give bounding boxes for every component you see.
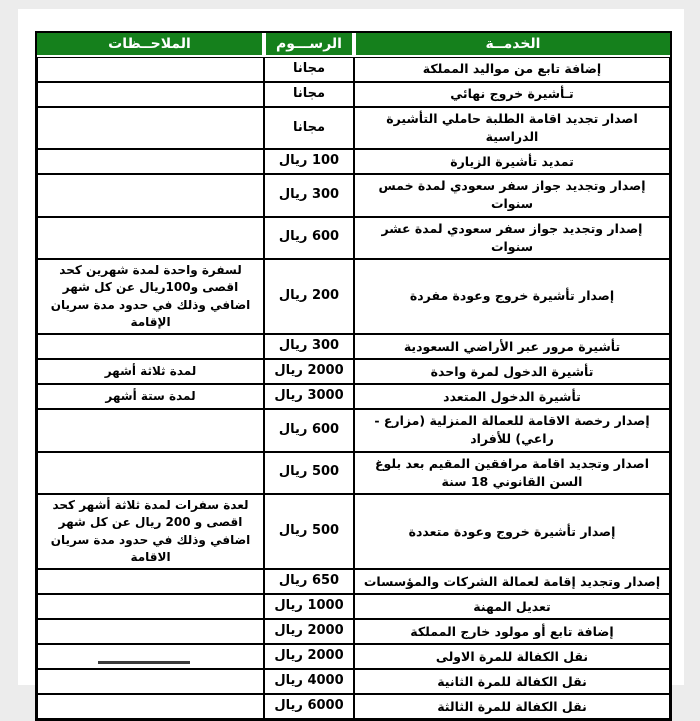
service-cell: تمديد تأشيرة الزيارة (354, 149, 670, 174)
notes-cell (37, 669, 264, 694)
service-cell: نقل الكفالة للمرة الاولى (354, 644, 670, 669)
document-page (18, 9, 684, 714)
notes-cell: لمدة ستة أشهر (37, 384, 264, 409)
table-row (37, 359, 670, 384)
service-cell: إصدار وتجديد جواز سفر سعودي لمدة عشر سنوات (354, 217, 670, 259)
fee-cell: 6000 ريال (264, 694, 354, 719)
notes-cell (37, 694, 264, 719)
notes-cell (37, 452, 264, 494)
table-row (37, 669, 670, 694)
fees-table-border (35, 31, 672, 721)
notes-cell (37, 334, 264, 359)
table-row (37, 107, 670, 149)
fees-table (37, 33, 670, 719)
notes-cell (37, 594, 264, 619)
table-row (37, 452, 670, 494)
fee-cell: 2000 ريال (264, 359, 354, 384)
service-cell: اصدار وتجديد اقامة مرافقين المقيم بعد بلوغ السن القانوني 18 سنة (354, 452, 670, 494)
service-cell: إصدار وتجديد جواز سفر سعودي لمدة خمس سنوات (354, 174, 670, 216)
notes-cell: لمدة ثلاثة أشهر (37, 359, 264, 384)
service-cell: تـأشيرة خروج نهائي (354, 82, 670, 107)
table-row (37, 334, 670, 359)
service-cell: تأشيرة الدخول المتعدد (354, 384, 670, 409)
notes-cell: لسفرة واحدة لمدة شهرين كحد اقصى و100ريال عن كل شهر اضافي وذلك في حدود مدة سريان الإقامة (37, 259, 264, 335)
service-cell: نقل الكفالة للمرة الثانية (354, 669, 670, 694)
fee-cell: مجانا (264, 107, 354, 149)
fee-cell: 2000 ريال (264, 644, 354, 669)
table-row (37, 409, 670, 451)
fee-cell: مجانا (264, 57, 354, 82)
header-row (37, 33, 670, 57)
fee-cell: 500 ريال (264, 494, 354, 570)
fee-cell: 500 ريال (264, 452, 354, 494)
notes-cell: لعدة سفرات لمدة ثلاثة أشهر كحد اقصى و 200 ريال عن كل شهر اضافي وذلك في حدود مدة سريان الاقامة (37, 494, 264, 570)
fee-cell: 300 ريال (264, 174, 354, 216)
scan-artifact-line (98, 661, 190, 664)
service-cell: إضافة تابع من مواليد المملكة (354, 57, 670, 82)
fee-cell: 200 ريال (264, 259, 354, 335)
fee-cell: 2000 ريال (264, 619, 354, 644)
table-row (37, 259, 670, 335)
table-row (37, 594, 670, 619)
notes-cell (37, 149, 264, 174)
service-cell: تعديل المهنة (354, 594, 670, 619)
notes-cell (37, 619, 264, 644)
table-row (37, 174, 670, 216)
fee-cell: 650 ريال (264, 569, 354, 594)
service-cell: إضافة تابع أو مولود خارج المملكة (354, 619, 670, 644)
fee-cell: 600 ريال (264, 217, 354, 259)
table-row (37, 694, 670, 719)
notes-cell (37, 174, 264, 216)
table-row (37, 57, 670, 82)
fee-cell: مجانا (264, 82, 354, 107)
service-cell: تأشيرة مرور عبر الأراضي السعودية (354, 334, 670, 359)
notes-cell (37, 644, 264, 669)
table-row (37, 644, 670, 669)
table-row (37, 149, 670, 174)
service-cell: إصدار تأشيرة خروج وعودة مفردة (354, 259, 670, 335)
table-row (37, 619, 670, 644)
service-cell: نقل الكفالة للمرة الثالثة (354, 694, 670, 719)
fee-cell: 600 ريال (264, 409, 354, 451)
table-row (37, 82, 670, 107)
notes-cell (37, 409, 264, 451)
service-cell: تأشيرة الدخول لمرة واحدة (354, 359, 670, 384)
service-cell: اصدار تجديد اقامة الطلبة حاملي التأشيرة الدراسية (354, 107, 670, 149)
table-row (37, 569, 670, 594)
notes-cell (37, 569, 264, 594)
notes-cell (37, 107, 264, 149)
fee-cell: 100 ريال (264, 149, 354, 174)
fee-cell: 4000 ريال (264, 669, 354, 694)
fee-cell: 1000 ريال (264, 594, 354, 619)
fee-cell: 3000 ريال (264, 384, 354, 409)
notes-cell (37, 57, 264, 82)
table-row (37, 384, 670, 409)
col-header-notes: الملاحــظات (37, 33, 264, 57)
service-cell: إصدار وتجديد إقامة لعمالة الشركات والمؤسسات (354, 569, 670, 594)
service-cell: إصدار تأشيرة خروج وعودة متعددة (354, 494, 670, 570)
fee-cell: 300 ريال (264, 334, 354, 359)
table-row (37, 217, 670, 259)
col-header-service: الخدمــة (354, 33, 670, 57)
notes-cell (37, 82, 264, 107)
col-header-fee: الرســـوم (264, 33, 354, 57)
fees-table-body (37, 57, 670, 719)
notes-cell (37, 217, 264, 259)
table-row (37, 494, 670, 570)
service-cell: إصدار رخصة الاقامة للعمالة المنزلية (مزارع - راعي) للأفراد (354, 409, 670, 451)
